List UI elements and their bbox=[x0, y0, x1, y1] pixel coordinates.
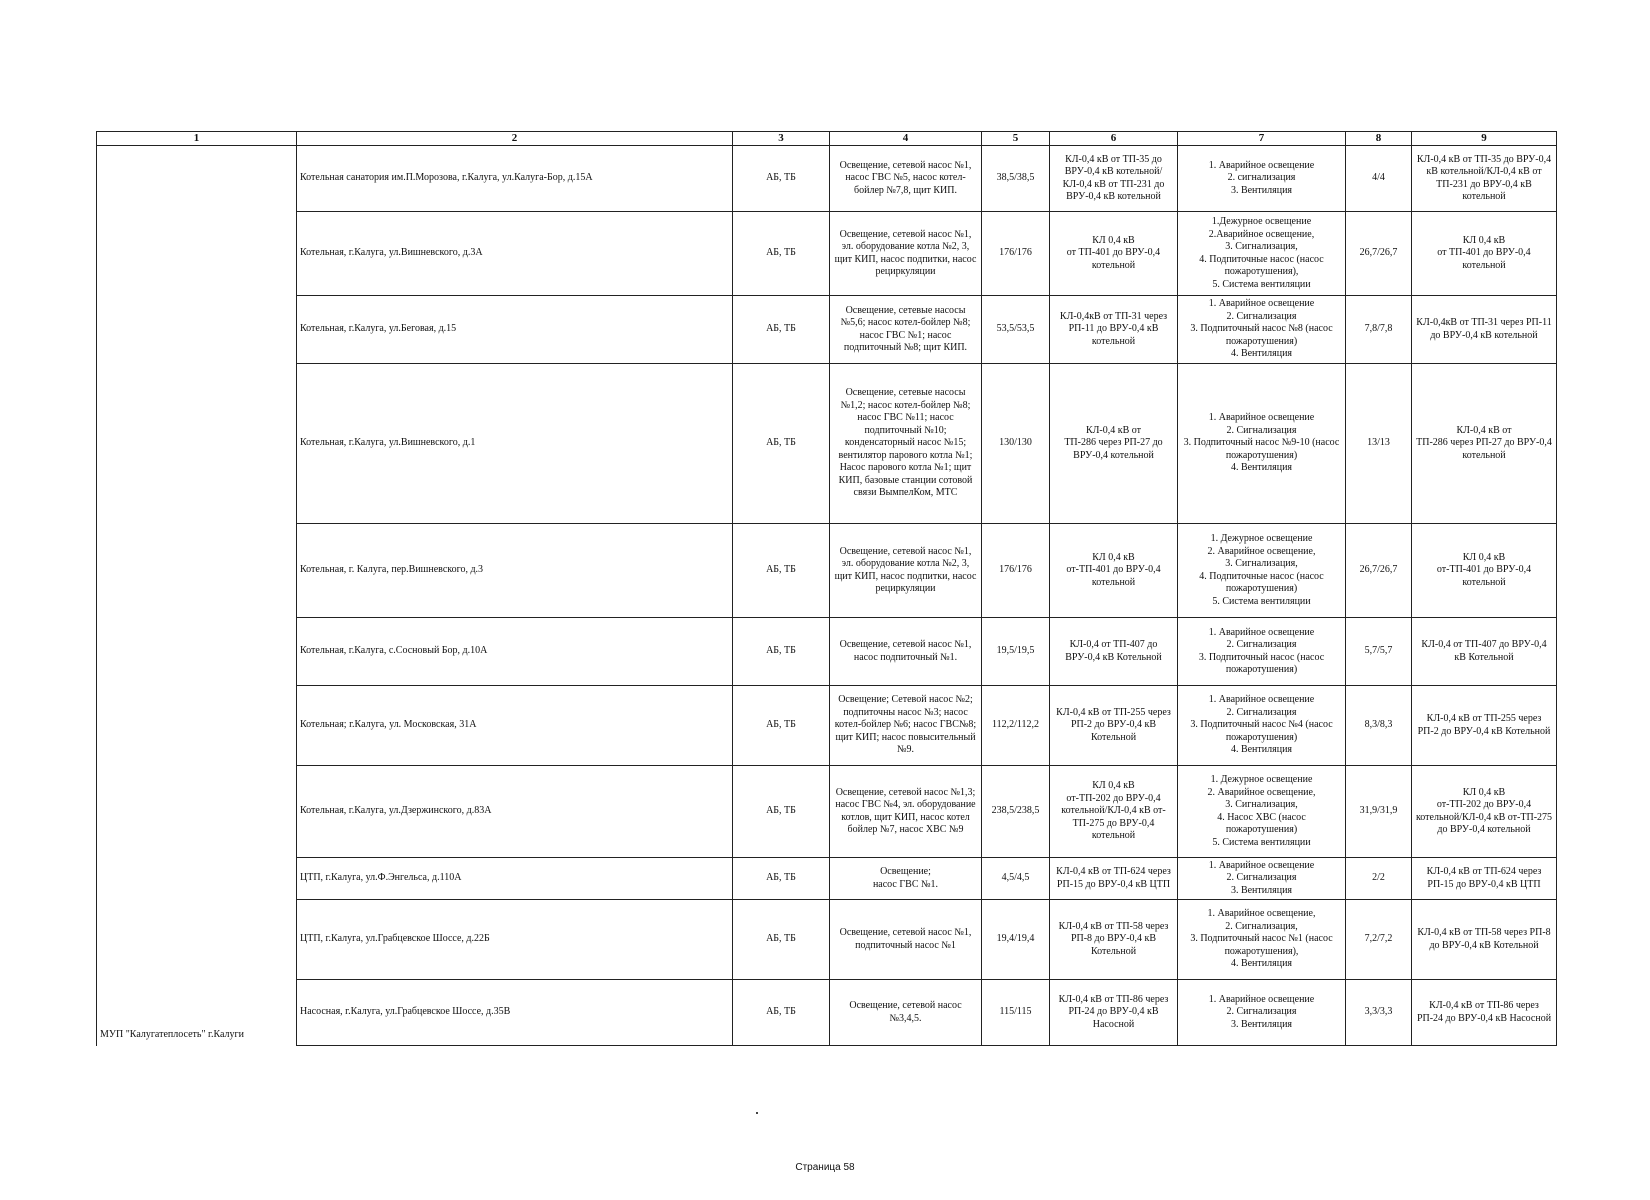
cell-c9: КЛ-0,4 кВ от ТП-35 до ВРУ-0,4 кВ котельной/КЛ-0,4 кВ от ТП-231 до ВРУ-0,4 кВ котельной bbox=[1412, 146, 1557, 212]
cell-c5: 176/176 bbox=[982, 524, 1050, 618]
cell-c2: Котельная, г.Калуга, ул.Дзержинского, д.83А bbox=[297, 766, 733, 858]
cell-c4: Освещение, сетевые насосы №1,2; насос котел-бойлер №8; насос ГВС №11; насос подпиточный №10; конденсаторный насос №15; вентилятор парового котла №1; Насос парового котла №1; щит КИП, базовые станции сотовой связи ВымпелКом, МТС bbox=[830, 364, 982, 524]
cell-c7: 1. Аварийное освещение 2. сигнализация 3. Вентиляция bbox=[1178, 146, 1346, 212]
table-row bbox=[97, 296, 1557, 364]
cell-c6: КЛ-0,4 кВ от ТП-86 через РП-24 до ВРУ-0,4 кВ Насосной bbox=[1050, 980, 1178, 1046]
cell-c2: Насосная, г.Калуга, ул.Грабцевское Шоссе, д.35В bbox=[297, 980, 733, 1046]
cell-c6: КЛ 0,4 кВ от-ТП-202 до ВРУ-0,4 котельной/КЛ-0,4 кВ от-ТП-275 до ВРУ-0,4 котельной bbox=[1050, 766, 1178, 858]
col-header: 4 bbox=[830, 132, 982, 146]
cell-c5: 130/130 bbox=[982, 364, 1050, 524]
cell-c3: АБ, ТБ bbox=[733, 364, 830, 524]
cell-c2: Котельная санатория им.П.Морозова, г.Калуга, ул.Калуга-Бор, д.15А bbox=[297, 146, 733, 212]
power-supply-table bbox=[96, 131, 1557, 1046]
col-header: 1 bbox=[97, 132, 297, 146]
cell-c7: 1. Аварийное освещение, 2. Сигнализация, 3. Подпиточный насос №1 (насос пожаротушения), 4. Вентиляция bbox=[1178, 900, 1346, 980]
cell-c6: КЛ-0,4кВ от ТП-31 через РП-11 до ВРУ-0,4 кВ котельной bbox=[1050, 296, 1178, 364]
cell-c9: КЛ-0,4 кВ от ТП-58 через РП-8 до ВРУ-0,4 кВ Котельной bbox=[1412, 900, 1557, 980]
cell-c4: Освещение, сетевой насос №1, эл. оборудование котла №2, 3, щит КИП, насос подпитки, насос рециркуляции bbox=[830, 212, 982, 296]
cell-c8: 26,7/26,7 bbox=[1346, 524, 1412, 618]
cell-c7: 1. Аварийное освещение 2. Сигнализация 3. Подпиточный насос №9-10 (насос пожаротушения) 4. Вентиляция bbox=[1178, 364, 1346, 524]
cell-c6: КЛ-0,4 кВ от ТП-255 через РП-2 до ВРУ-0,4 кВ Котельной bbox=[1050, 686, 1178, 766]
table-row bbox=[97, 900, 1557, 980]
cell-c2: Котельная, г.Калуга, ул.Беговая, д.15 bbox=[297, 296, 733, 364]
cell-c5: 176/176 bbox=[982, 212, 1050, 296]
page-number: Страница 58 bbox=[795, 1162, 855, 1173]
cell-c3: АБ, ТБ bbox=[733, 146, 830, 212]
col-header: 9 bbox=[1412, 132, 1557, 146]
cell-c6: КЛ-0,4 кВ от ТП-624 через РП-15 до ВРУ-0,4 кВ ЦТП bbox=[1050, 858, 1178, 900]
cell-c3: АБ, ТБ bbox=[733, 524, 830, 618]
cell-c8: 5,7/5,7 bbox=[1346, 618, 1412, 686]
table-row bbox=[97, 524, 1557, 618]
cell-c3: АБ, ТБ bbox=[733, 686, 830, 766]
cell-c8: 31,9/31,9 bbox=[1346, 766, 1412, 858]
table-row bbox=[97, 146, 1557, 212]
col-header: 8 bbox=[1346, 132, 1412, 146]
cell-c3: АБ, ТБ bbox=[733, 212, 830, 296]
cell-c9: КЛ 0,4 кВ от-ТП-401 до ВРУ-0,4 котельной bbox=[1412, 524, 1557, 618]
cell-c8: 4/4 bbox=[1346, 146, 1412, 212]
table-row bbox=[97, 618, 1557, 686]
cell-c9: КЛ-0,4кВ от ТП-31 через РП-11 до ВРУ-0,4 кВ котельной bbox=[1412, 296, 1557, 364]
cell-c3: АБ, ТБ bbox=[733, 900, 830, 980]
table-body bbox=[97, 146, 1557, 1046]
cell-c2: Котельная, г. Калуга, пер.Вишневского, д.3 bbox=[297, 524, 733, 618]
cell-c9: КЛ-0,4 кВ от ТП-255 через РП-2 до ВРУ-0,4 кВ Котельной bbox=[1412, 686, 1557, 766]
cell-c3: АБ, ТБ bbox=[733, 766, 830, 858]
cell-c9: КЛ 0,4 кВ от-ТП-202 до ВРУ-0,4 котельной/КЛ-0,4 кВ от-ТП-275 до ВРУ-0,4 котельной bbox=[1412, 766, 1557, 858]
cell-c8: 7,8/7,8 bbox=[1346, 296, 1412, 364]
cell-c5: 53,5/53,5 bbox=[982, 296, 1050, 364]
cell-c2: Котельная; г.Калуга, ул. Московская, 31А bbox=[297, 686, 733, 766]
col-header: 5 bbox=[982, 132, 1050, 146]
table-row bbox=[97, 980, 1557, 1046]
cell-c5: 19,4/19,4 bbox=[982, 900, 1050, 980]
cell-c6: КЛ-0,4 от ТП-407 до ВРУ-0,4 кВ Котельной bbox=[1050, 618, 1178, 686]
cell-c7: 1. Аварийное освещение 2. Сигнализация 3. Подпиточный насос №8 (насос пожаротушения) 4. Вентиляция bbox=[1178, 296, 1346, 364]
cell-c2: Котельная, г.Калуга, ул.Вишневского, д.1 bbox=[297, 364, 733, 524]
cell-c5: 112,2/112,2 bbox=[982, 686, 1050, 766]
cell-c7: 1. Аварийное освещение 2. Сигнализация 3. Вентиляция bbox=[1178, 980, 1346, 1046]
cell-c5: 238,5/238,5 bbox=[982, 766, 1050, 858]
header-row bbox=[97, 132, 1557, 146]
cell-c3: АБ, ТБ bbox=[733, 858, 830, 900]
table-row bbox=[97, 212, 1557, 296]
cell-c8: 7,2/7,2 bbox=[1346, 900, 1412, 980]
cell-c8: 2/2 bbox=[1346, 858, 1412, 900]
cell-c6: КЛ-0,4 кВ от ТП-58 через РП-8 до ВРУ-0,4 кВ Котельной bbox=[1050, 900, 1178, 980]
cell-c6: КЛ-0,4 кВ от ТП-286 через РП-27 до ВРУ-0,4 котельной bbox=[1050, 364, 1178, 524]
cell-c7: 1.Дежурное освещение 2.Аварийное освещение, 3. Сигнализация, 4. Подпиточные насос (насос пожаротушения), 5. Система вентиляции bbox=[1178, 212, 1346, 296]
cell-c6: КЛ-0,4 кВ от ТП-35 до ВРУ-0,4 кВ котельной/КЛ-0,4 кВ от ТП-231 до ВРУ-0,4 кВ котельной bbox=[1050, 146, 1178, 212]
cell-c7: 1. Дежурное освещение 2. Аварийное освещение, 3. Сигнализация, 4. Подпиточные насос (насос пожаротушения) 5. Система вентиляции bbox=[1178, 524, 1346, 618]
cell-c9: КЛ-0,4 от ТП-407 до ВРУ-0,4 кВ Котельной bbox=[1412, 618, 1557, 686]
cell-c2: Котельная, г.Калуга, с.Сосновый Бор, д.10А bbox=[297, 618, 733, 686]
col-header: 3 bbox=[733, 132, 830, 146]
cell-c4: Освещение, сетевой насос №3,4,5. bbox=[830, 980, 982, 1046]
cell-c7: 1. Аварийное освещение 2. Сигнализация 3. Вентиляция bbox=[1178, 858, 1346, 900]
cell-c6: КЛ 0,4 кВ от ТП-401 до ВРУ-0,4 котельной bbox=[1050, 212, 1178, 296]
table-row bbox=[97, 858, 1557, 900]
cell-c9: КЛ-0,4 кВ от ТП-286 через РП-27 до ВРУ-0,4 котельной bbox=[1412, 364, 1557, 524]
cell-c3: АБ, ТБ bbox=[733, 980, 830, 1046]
cell-c5: 38,5/38,5 bbox=[982, 146, 1050, 212]
cell-c3: АБ, ТБ bbox=[733, 296, 830, 364]
cell-c4: Освещение; Сетевой насос №2; подпиточны насос №3; насос котел-бойлер №6; насос ГВС№8; щит КИП; насос повысительный №9. bbox=[830, 686, 982, 766]
cell-c2: ЦТП, г.Калуга, ул.Ф.Энгельса, д.110А bbox=[297, 858, 733, 900]
cell-c9: КЛ-0,4 кВ от ТП-86 через РП-24 до ВРУ-0,4 кВ Насосной bbox=[1412, 980, 1557, 1046]
col-header: 6 bbox=[1050, 132, 1178, 146]
table-row bbox=[97, 766, 1557, 858]
organization-cell: МУП "Калугатеплосеть" г.Калуги bbox=[97, 146, 297, 1046]
cell-c9: КЛ-0,4 кВ от ТП-624 через РП-15 до ВРУ-0,4 кВ ЦТП bbox=[1412, 858, 1557, 900]
cell-c4: Освещение, сетевые насосы №5,6; насос котел-бойлер №8; насос ГВС №1; насос подпиточный №8; щит КИП. bbox=[830, 296, 982, 364]
cell-c6: КЛ 0,4 кВ от-ТП-401 до ВРУ-0,4 котельной bbox=[1050, 524, 1178, 618]
cell-c8: 8,3/8,3 bbox=[1346, 686, 1412, 766]
cell-c5: 115/115 bbox=[982, 980, 1050, 1046]
cell-c9: КЛ 0,4 кВ от ТП-401 до ВРУ-0,4 котельной bbox=[1412, 212, 1557, 296]
cell-c8: 3,3/3,3 bbox=[1346, 980, 1412, 1046]
scan-dot bbox=[756, 1112, 758, 1114]
table-row bbox=[97, 686, 1557, 766]
col-header: 2 bbox=[297, 132, 733, 146]
cell-c4: Освещение, сетевой насос №1, подпиточный насос №1 bbox=[830, 900, 982, 980]
cell-c4: Освещение, сетевой насос №1, эл. оборудование котла №2, 3, щит КИП, насос подпитки, насос рециркуляции bbox=[830, 524, 982, 618]
cell-c3: АБ, ТБ bbox=[733, 618, 830, 686]
cell-c5: 19,5/19,5 bbox=[982, 618, 1050, 686]
cell-c4: Освещение; насос ГВС №1. bbox=[830, 858, 982, 900]
cell-c7: 1. Аварийное освещение 2. Сигнализация 3. Подпиточный насос (насос пожаротушения) bbox=[1178, 618, 1346, 686]
cell-c8: 13/13 bbox=[1346, 364, 1412, 524]
cell-c4: Освещение, сетевой насос №1,3; насос ГВС №4, эл. оборудование котлов, щит КИП, насос котел бойлер №7, насос ХВС №9 bbox=[830, 766, 982, 858]
col-header: 7 bbox=[1178, 132, 1346, 146]
cell-c7: 1. Дежурное освещение 2. Аварийное освещение, 3. Сигнализация, 4. Насос ХВС (насос пожаротушения) 5. Система вентиляции bbox=[1178, 766, 1346, 858]
cell-c2: Котельная, г.Калуга, ул.Вишневского, д.3А bbox=[297, 212, 733, 296]
cell-c7: 1. Аварийное освещение 2. Сигнализация 3. Подпиточный насос №4 (насос пожаротушения) 4. Вентиляция bbox=[1178, 686, 1346, 766]
cell-c4: Освещение, сетевой насос №1, насос подпиточный №1. bbox=[830, 618, 982, 686]
cell-c2: ЦТП, г.Калуга, ул.Грабцевское Шоссе, д.22Б bbox=[297, 900, 733, 980]
cell-c8: 26,7/26,7 bbox=[1346, 212, 1412, 296]
cell-c4: Освещение, сетевой насос №1, насос ГВС №5, насос котел-бойлер №7,8, щит КИП. bbox=[830, 146, 982, 212]
cell-c5: 4,5/4,5 bbox=[982, 858, 1050, 900]
table-row bbox=[97, 364, 1557, 524]
